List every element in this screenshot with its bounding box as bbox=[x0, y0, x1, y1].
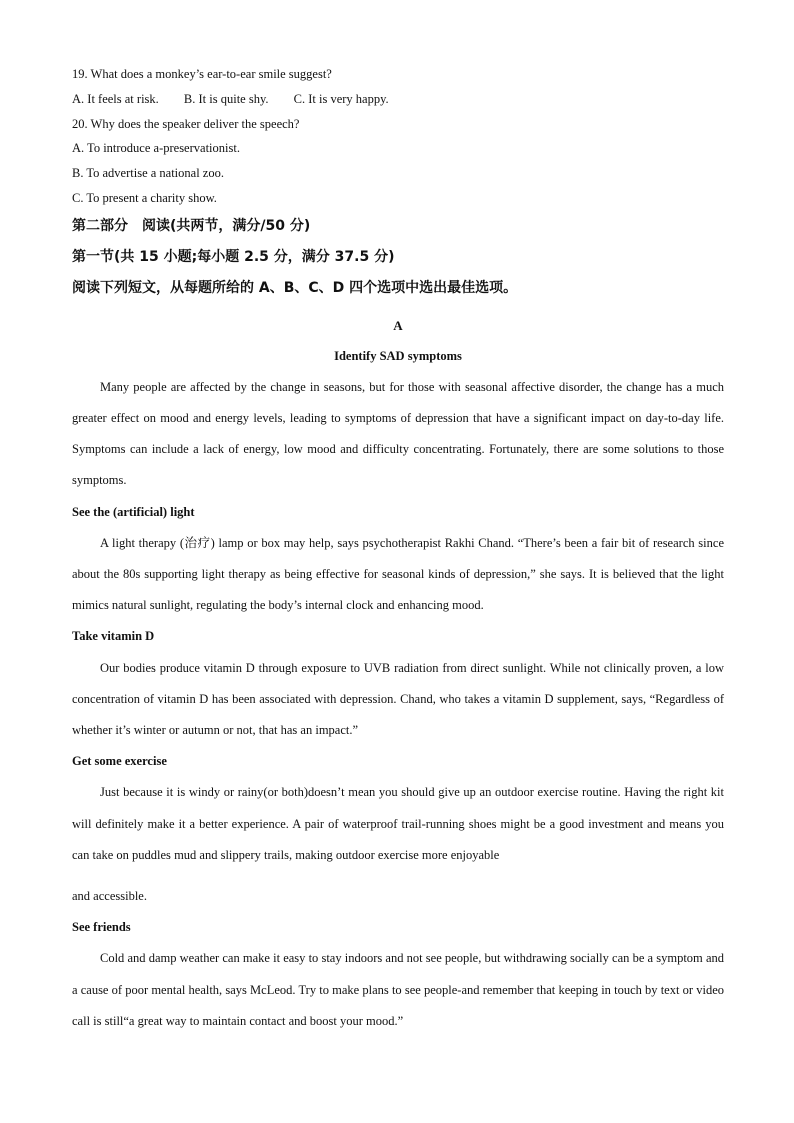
section-heading-friends: See friends bbox=[72, 920, 131, 935]
passage-letter: A bbox=[393, 317, 403, 333]
document-page bbox=[72, 62, 724, 1037]
section1-heading: 第一节(共 15 小题;每小题 2.5 分，满分 37.5 分) bbox=[72, 248, 395, 265]
exercise-text-a: Just because it is windy or rainy(or both)doesn’t mean you should give up an outdoor exercise routine. Having the right kit will definitely make it a better experience. A pair of waterproof trail-running shoes might be a good investment and means you can take on puddles bbox=[72, 785, 724, 862]
option-b: B. To advertise a national zoo. bbox=[72, 166, 224, 181]
reading-instruction: 阅读下列短文，从每题所给的 A、B、C、D 四个选项中选出最佳选项。 bbox=[72, 279, 518, 296]
passage-title: Identify SAD symptoms bbox=[334, 348, 462, 363]
option-a: A. It feels at risk. bbox=[72, 91, 159, 106]
section-paragraph-vitamin: Our bodies produce vitamin D through exposure to UVB radiation from direct sunlight. While not clinically proven, a low concentration of vitamin D has been associated with depression. Chand, who takes a vitamin D supplement, says, “Regardless of whether it’s winter or autumn or not, that has an impact.” bbox=[72, 660, 724, 738]
option-c: C. To present a charity show. bbox=[72, 190, 217, 205]
section-paragraph-light: A light therapy (治疗) lamp or box may help, says psychotherapist Rakhi Chand. “There’s been a fair bit of research since about the 80s supporting light therapy as being effective for seasonal kinds of depression,” she says. It is believed that the light mimics natural sunlight, regulating the body’s internal clock and enhancing mood. bbox=[72, 535, 724, 613]
option-a: A. To introduce a-preservationist. bbox=[72, 141, 240, 156]
intro-paragraph: Many people are affected by the change in seasons, but for those with seasonal affective disorder, the change has a much greater effect on mood and energy levels, leading to symptoms of depression that have a significant impact on day-to-day life. Symptoms can include a lack of energy, low mood and difficulty concentrating. Fortunately, there are some solutions to those symptoms. bbox=[72, 379, 724, 488]
option-c: C. It is very happy. bbox=[293, 91, 389, 106]
section-paragraph-exercise bbox=[72, 777, 724, 871]
question-stem: 20. Why does the speaker deliver the speech? bbox=[72, 116, 300, 131]
question-stem: 19. What does a monkey’s ear-to-ear smile suggest? bbox=[72, 67, 332, 81]
section-heading-vitamin: Take vitamin D bbox=[72, 629, 155, 644]
section-heading-exercise: Get some exercise bbox=[72, 754, 167, 769]
exercise-text-c: and accessible. bbox=[72, 889, 147, 904]
part2-heading: 第二部分 阅读(共两节，满分/50 分) bbox=[72, 217, 311, 234]
option-b: B. It is quite shy. bbox=[183, 91, 269, 106]
question-options bbox=[72, 87, 724, 112]
question-19 bbox=[72, 62, 724, 112]
section-heading-light: See the (artificial) light bbox=[72, 504, 195, 519]
question-20 bbox=[72, 112, 724, 211]
exercise-text-b: mud and slippery trails, making outdoor exercise more enjoyable bbox=[174, 847, 500, 862]
section-paragraph-friends: Cold and damp weather can make it easy to stay indoors and not see people, but withdrawing socially can be a symptom and a cause of poor mental health, says McLeod. Try to make plans to see people-and remember that keeping in touch by text or video call is still“a great way to maintain contact and boost your mood.” bbox=[72, 951, 724, 1028]
